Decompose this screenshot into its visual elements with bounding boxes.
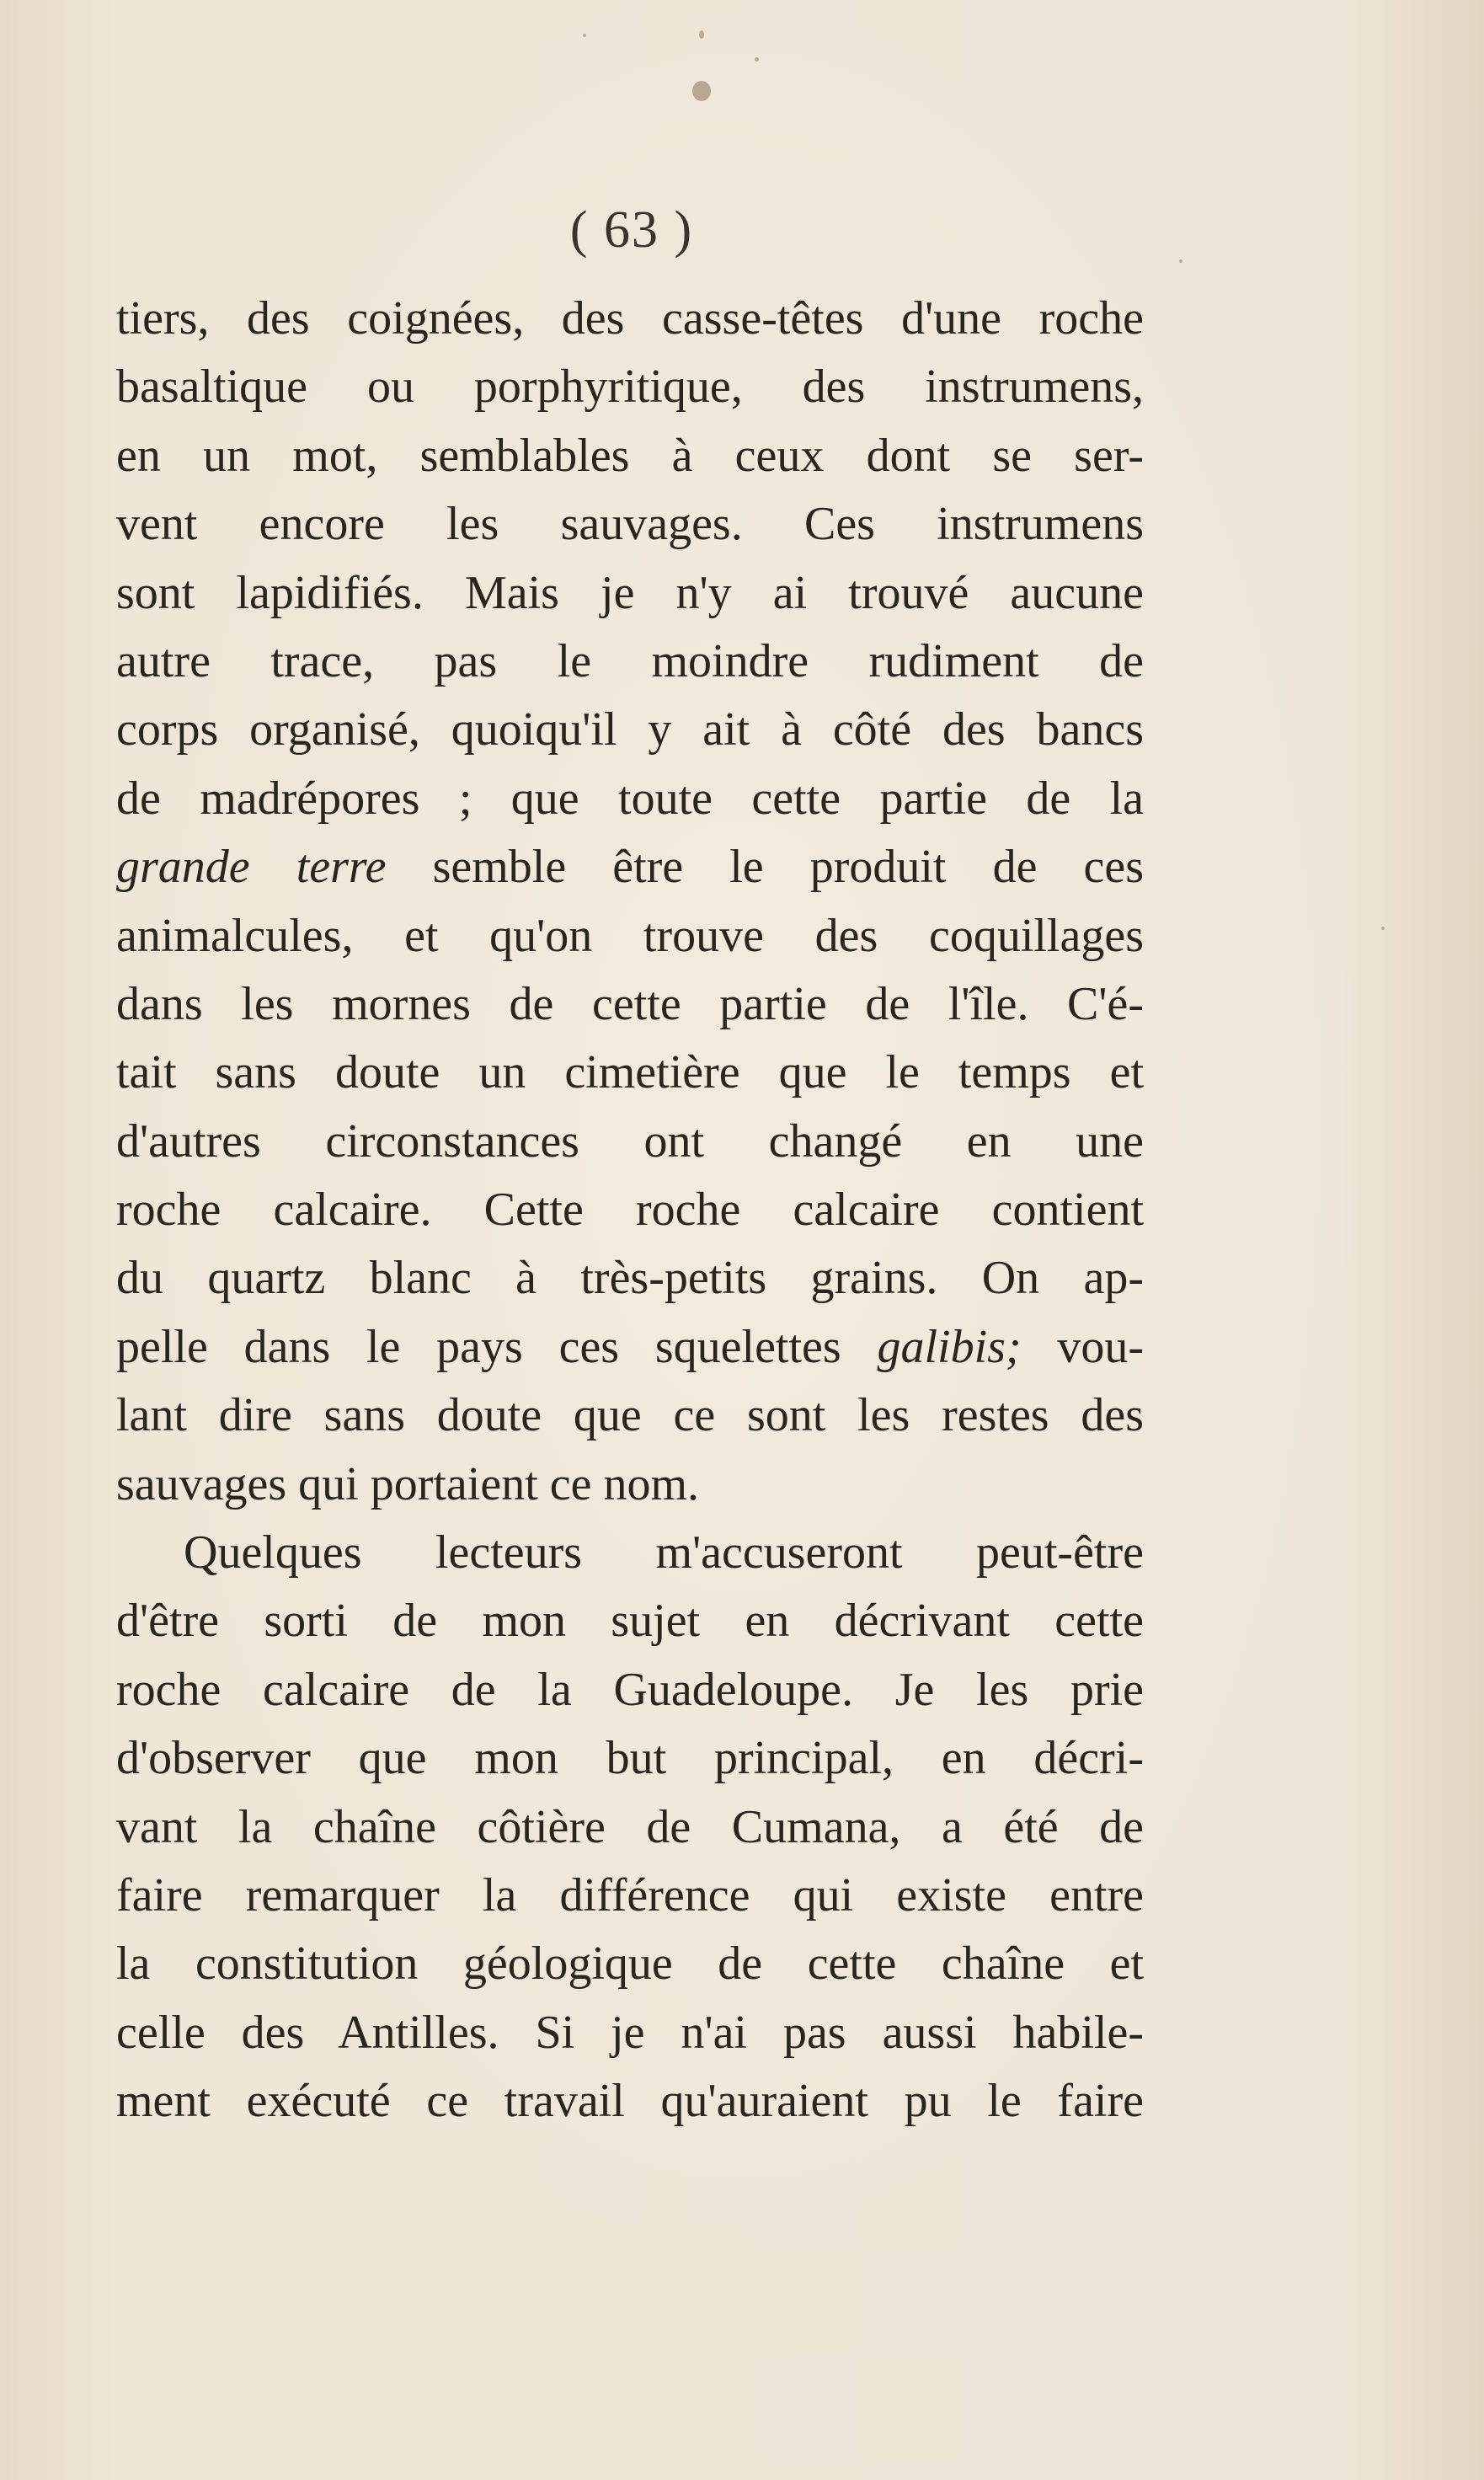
text-line: d'être sorti de mon sujet en décrivant cette <box>116 1595 1144 1648</box>
paragraph-1 <box>116 285 1144 1519</box>
text-line: faire remarquer la différence qui existe entre <box>116 1868 1144 1921</box>
text-line: sauvages qui portaient ce nom. <box>116 1457 700 1510</box>
text-line: roche calcaire de la Guadeloupe. Je les prie <box>116 1663 1144 1716</box>
text-line: lant dire sans doute que ce sont les restes des <box>116 1389 1144 1442</box>
text-line: dans les mornes de cette partie de l'île. C'é- <box>116 977 1144 1030</box>
text-line: corps organisé, quoiqu'il y ait à côté des bancs <box>116 703 1144 756</box>
text-line: tait sans doute un cimetière que le temps et <box>116 1046 1144 1099</box>
text-line: sont lapidifiés. Mais je n'y ai trouvé aucune <box>116 566 1144 619</box>
paper-speck <box>583 34 586 37</box>
text-line: du quartz blanc à très-petits grains. On ap- <box>116 1252 1144 1305</box>
text-line: ment exécuté ce travail qu'auraient pu le faire <box>116 2075 1144 2128</box>
text-segment: semble être le produit de ces <box>386 841 1144 894</box>
paper-speck <box>1381 927 1385 930</box>
text-line: animalcules, et qu'on trouve des coquillages <box>116 909 1144 962</box>
text-line: vant la chaîne côtière de Cumana, a été de <box>116 1800 1144 1853</box>
text-line: celle des Antilles. Si je n'ai pas aussi habile- <box>116 2006 1144 2059</box>
text-segment: vou- <box>1021 1320 1144 1373</box>
paper-speck <box>699 30 704 39</box>
text-line: en un mot, semblables à ceux dont se ser- <box>116 429 1144 482</box>
paragraph-2 <box>116 1519 1144 2136</box>
text-line: autre trace, pas le moindre rudiment de <box>116 634 1144 687</box>
paper-speck <box>755 57 759 61</box>
text-line <box>116 833 1144 901</box>
text-line <box>116 1313 1144 1382</box>
italic-term: galibis; <box>877 1320 1022 1373</box>
text-line: Quelques lecteurs m'accuseront peut-être <box>184 1526 1144 1579</box>
text-line: de madrépores ; que toute cette partie de la <box>116 772 1144 825</box>
text-line: roche calcaire. Cette roche calcaire contient <box>116 1184 1144 1237</box>
text-line: tiers, des coignées, des casse-têtes d'une roche <box>116 292 1144 345</box>
page-number: ( 63 ) <box>569 201 694 259</box>
text-line: d'observer que mon but principal, en décri- <box>116 1732 1144 1785</box>
body-text <box>116 285 1144 2136</box>
text-line: d'autres circonstances ont changé en une <box>116 1114 1144 1168</box>
text-line: la constitution géologique de cette chaîne et <box>116 1938 1144 1991</box>
italic-term: grande terre <box>116 841 387 894</box>
text-segment: pelle dans le pays ces squelettes <box>116 1320 878 1373</box>
text-line: vent encore les sauvages. Ces instrumens <box>116 498 1144 551</box>
paper-speck <box>692 81 711 101</box>
text-line: basaltique ou porphyritique, des instrumens, <box>116 361 1144 414</box>
